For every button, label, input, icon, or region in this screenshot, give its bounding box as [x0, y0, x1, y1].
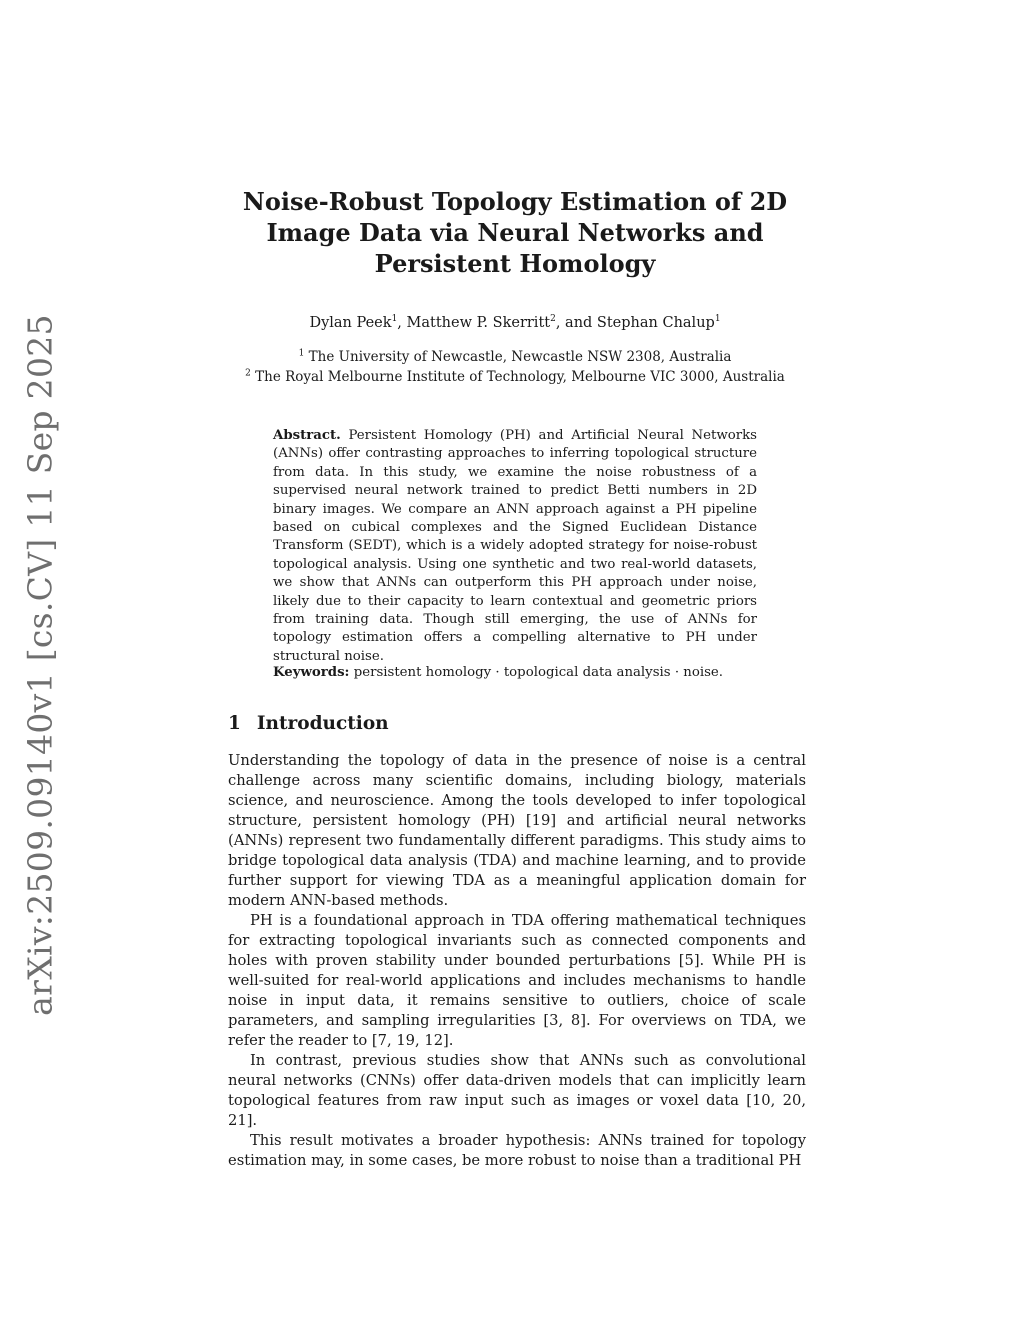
- author-name: Matthew P. Skerritt: [406, 315, 551, 331]
- body-text: [228, 751, 806, 1171]
- keywords: [273, 665, 757, 680]
- affiliation: [200, 369, 830, 385]
- author-name: Stephan Chalup: [596, 315, 715, 331]
- author-separator: , and: [555, 315, 597, 331]
- section-number: 1: [228, 713, 241, 734]
- abstract: [273, 427, 757, 666]
- author-affil-mark: 1: [391, 314, 398, 325]
- arxiv-sidebar: [10, 314, 70, 1016]
- author-name: Dylan Peek: [309, 315, 392, 331]
- keywords-label: Keywords:: [273, 665, 350, 680]
- author-affil-mark: 1: [714, 314, 721, 325]
- affiliation-text: The Royal Melbourne Institute of Technology, Melbourne VIC 3000, Australia: [255, 369, 785, 385]
- paragraph: In contrast, previous studies show that ANNs such as convolutional neural networks (CNNs) offer data-driven models that can implicitly learn topological features from raw input such as images or voxel data [10, 20, 21].: [228, 1052, 806, 1129]
- author-affil-mark: 2: [550, 314, 556, 325]
- affiliation-text: The University of Newcastle, Newcastle NSW 2308, Australia: [308, 349, 732, 365]
- abstract-label: Abstract.: [273, 428, 341, 443]
- affiliation-mark: 1: [298, 348, 305, 359]
- section-title: Introduction: [256, 713, 389, 734]
- author-list: [230, 315, 800, 331]
- paragraph: PH is a foundational approach in TDA offering mathematical techniques for extracting topological invariants such as connected components and holes with proven stability under bounded perturbations [5]. While PH is well-suited for real-world applications and includes mechanisms to handle noise in input data, it remains sensitive to outliers, choice of scale parameters, and sampling irregularities [3, 8]. For overviews on TDA, we refer the reader to [7, 19, 12].: [228, 912, 806, 1049]
- paragraph: This result motivates a broader hypothesis: ANNs trained for topology estimation may, in some cases, be more robust to noise than a traditional PH: [228, 1132, 806, 1169]
- affiliation-mark: 2: [245, 368, 251, 379]
- section-heading: [228, 713, 389, 734]
- affiliation: [200, 349, 830, 365]
- author-separator: ,: [397, 315, 407, 331]
- paper-title: Noise-Robust Topology Estimation of 2D Image Data via Neural Networks and Persistent Homology: [242, 187, 788, 278]
- paragraph: Understanding the topology of data in the presence of noise is a central challenge across many scientific domains, including biology, materials science, and neuroscience. Among the tools developed to infer topological structure, persistent homology (PH) [19] and artificial neural networks (ANNs) represent two fundamentally different paradigms. This study aims to bridge topological data analysis (TDA) and machine learning, and to provide further support for viewing TDA as a meaningful application domain for modern ANN-based methods.: [228, 752, 806, 909]
- abstract-text: Persistent Homology (PH) and Artificial Neural Networks (ANNs) offer contrasting approaches to inferring topological structure from data. In this study, we examine the noise robustness of a supervised neural network trained to predict Betti numbers in 2D binary images. We compare an ANN approach against a PH pipeline based on cubical complexes and the Signed Euclidean Distance Transform (SEDT), which is a widely adopted strategy for noise-robust topological analysis. Using one synthetic and two real-world datasets, we show that ANNs can outperform this PH approach under noise, likely due to their capacity to learn contextual and geometric priors from training data. Though still emerging, the use of ANNs for topology estimation offers a compelling alternative to PH under structural noise.: [273, 428, 757, 664]
- keywords-text: persistent homology · topological data analysis · noise.: [353, 665, 724, 680]
- arxiv-identifier: arXiv:2509.09140v1 [cs.CV] 11 Sep 2025: [20, 314, 60, 1016]
